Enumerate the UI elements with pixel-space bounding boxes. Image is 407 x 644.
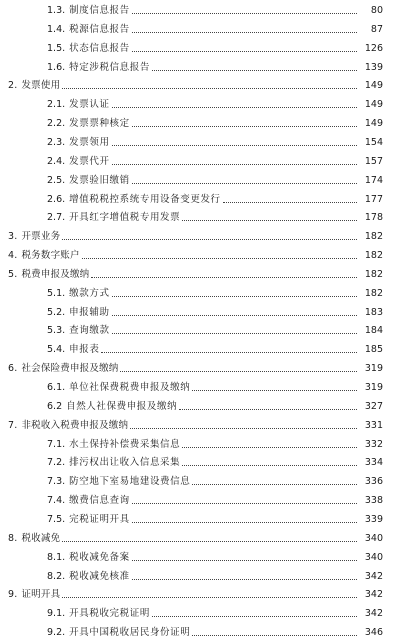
toc-entry-title: 申报表 [69,344,100,356]
toc-entry-page-number: 185 [364,344,383,356]
toc-entry-title: 税费申报及缴纳 [21,268,90,280]
toc-dot-leader [120,370,357,372]
toc-entry[interactable] [0,509,407,526]
toc-entry-title: 增值税税控系统专用设备变更发行 [69,193,221,205]
toc-entry[interactable] [0,434,407,451]
toc-entry-number: 2.1. [47,99,66,111]
toc-entry[interactable] [0,113,407,130]
toc-dot-leader [192,634,357,636]
toc-entry[interactable] [0,471,407,488]
toc-entry-title: 完税证明开具 [69,513,130,525]
toc-entry-title: 状态信息报告 [69,42,130,54]
toc-entry-page-number: 126 [364,42,383,54]
toc-dot-leader [132,578,357,580]
toc-entry-title: 税收减免 [21,532,61,544]
toc-entry[interactable] [0,547,407,564]
toc-entry-page-number: 183 [364,306,383,318]
toc-entry[interactable] [0,396,407,413]
toc-entry-title: 发票验旧缴销 [69,174,130,186]
toc-dot-leader [130,427,357,429]
toc-dot-leader [132,125,357,127]
toc-entry[interactable] [0,452,407,469]
toc-entry-number: 4. [8,250,18,262]
toc-entry[interactable] [0,57,407,74]
toc-entry[interactable] [0,490,407,507]
toc-dot-leader [112,295,357,297]
toc-entry-title: 单位社保费税费申报及缴纳 [69,382,191,393]
toc-dot-leader [62,238,357,240]
toc-entry-page-number: 338 [364,495,383,507]
toc-entry-number: 6. [8,363,18,375]
toc-entry-number: 3. [8,231,18,243]
toc-dot-leader [112,106,357,108]
toc-dot-leader [179,408,357,410]
toc-entry-page-number: 149 [364,118,383,130]
toc-entry-page-number: 319 [364,363,383,375]
toc-entry[interactable] [0,320,407,337]
toc-dot-leader [182,219,357,221]
toc-entry-page-number: 334 [364,457,383,469]
toc-dot-leader [182,464,357,466]
toc-entry-title: 缴费信息查询 [69,495,130,507]
toc-entry[interactable] [0,207,407,224]
toc-entry[interactable] [0,170,407,187]
toc-entry-page-number: 177 [364,193,383,205]
toc-dot-leader [152,615,357,617]
toc-entry-number: 7.5. [47,513,66,525]
toc-entry-title: 查询缴款 [69,325,110,337]
toc-entry-page-number: 336 [364,476,383,488]
toc-entry-page-number: 149 [364,80,383,92]
toc-dot-leader [91,276,357,278]
toc-dot-leader [62,87,357,89]
toc-entry-title: 防空地下室易地建设费信息 [69,476,191,488]
toc-entry-page-number: 178 [364,212,383,224]
toc-entry[interactable] [0,358,407,375]
toc-dot-leader [112,314,357,316]
toc-entry-number: 7.2. [47,457,66,469]
toc-entry-number: 8.1. [47,551,66,563]
toc-entry-number: 5.2. [47,306,66,318]
toc-entry-number: 8. [8,532,18,544]
toc-entry-page-number: 327 [364,400,383,412]
toc-entry-number: 7. [8,419,18,431]
toc-entry-number: 2.7. [47,212,66,224]
toc-dot-leader [132,50,357,52]
toc-entry-number: 6.2 [47,400,63,412]
toc-entry-title: 发票认证 [69,99,110,111]
toc-entry-number: 1.6. [47,61,66,73]
toc-entry-number: 2.2. [47,118,66,130]
toc-entry-title: 非税收入税费申报及缴纳 [21,419,129,431]
toc-entry-number: 5. [8,268,18,280]
toc-entry-number: 5.1. [47,287,66,299]
toc-entry-number: 2.5. [47,174,66,186]
toc-entry-number: 5.3. [47,325,66,337]
toc-dot-leader [82,257,357,259]
toc-entry-title: 排污权出让收入信息采集 [69,457,181,469]
toc-entry-page-number: 149 [364,99,383,111]
toc-entry-page-number: 182 [364,287,383,299]
toc-entry[interactable] [0,94,407,111]
toc-entry-number: 8.2. [47,570,66,582]
toc-entry-page-number: 346 [364,627,383,639]
toc-entry-number: 1.3. [47,5,66,16]
toc-dot-leader [112,332,357,334]
toc-entry[interactable] [0,189,407,206]
toc-entry[interactable] [0,245,407,262]
toc-entry-number: 7.1. [47,438,66,450]
toc-entry-page-number: 342 [364,589,383,601]
toc-entry-number: 2.6. [47,193,66,205]
toc-entry-title: 缴款方式 [69,287,110,299]
toc-entry-number: 6.1. [47,382,66,393]
toc-entry-number: 1.4. [47,23,66,35]
toc-entry-number: 9.2. [47,627,66,639]
toc-entry-number: 7.4. [47,495,66,507]
toc-entry-number: 2. [8,80,18,92]
toc-entry[interactable] [0,302,407,319]
toc-dot-leader [62,540,357,542]
toc-dot-leader [182,446,357,448]
toc-entry[interactable] [0,38,407,55]
toc-entry-title: 水土保持补偿费采集信息 [69,438,181,450]
toc-entry-page-number: 331 [364,419,383,431]
toc-entry-title: 发票领用 [69,136,110,148]
toc-entry-page-number: 332 [364,438,383,450]
toc-dot-leader [192,483,357,485]
toc-entry[interactable] [0,415,407,432]
toc-entry[interactable] [0,377,407,394]
toc-entry[interactable] [0,19,407,36]
toc-dot-leader [132,559,357,561]
toc-entry-title: 税收减免备案 [69,551,130,563]
toc-entry-page-number: 182 [364,231,383,243]
toc-entry-title: 开具中国税收居民身份证明 [69,627,191,639]
toc-dot-leader [132,12,357,14]
toc-entry-title: 发票代开 [69,155,110,167]
toc-entry[interactable] [0,264,407,281]
toc-entry[interactable] [0,132,407,149]
toc-entry-title: 税务数字账户 [21,250,80,262]
toc-entry-page-number: 182 [364,268,383,280]
toc-entry-page-number: 154 [364,136,383,148]
toc-entry-number: 7.3. [47,476,66,488]
toc-entry-number: 2.3. [47,136,66,148]
toc-entry-page-number: 139 [364,61,383,73]
toc-dot-leader [112,144,357,146]
toc-dot-leader [132,31,357,33]
toc-entry[interactable] [0,584,407,601]
toc-entry-page-number: 184 [364,325,383,337]
toc-dot-leader [192,389,357,391]
toc-entry-title: 开票业务 [21,231,61,243]
toc-entry[interactable] [0,75,407,92]
toc-dot-leader [152,69,357,71]
toc-entry[interactable] [0,566,407,583]
toc-dot-leader [112,163,357,165]
toc-entry-title: 税源信息报告 [69,23,130,35]
toc-entry-title: 社会保险费申报及缴纳 [21,363,119,375]
toc-entry[interactable] [0,339,407,356]
toc-entry-title: 申报辅助 [69,306,110,318]
toc-entry-title: 自然人社保费申报及缴纳 [66,400,178,412]
toc-entry-page-number: 340 [364,551,383,563]
toc-entry-page-number: 342 [364,608,383,620]
toc-entry[interactable] [0,283,407,300]
toc-dot-leader [132,502,357,504]
toc-dot-leader [132,521,357,523]
toc-entry-number: 1.5. [47,42,66,54]
toc-entry-title: 发票使用 [21,80,61,92]
toc-dot-leader [132,182,357,184]
toc-dot-leader [62,596,357,598]
toc-entry-number: 9. [8,589,18,601]
toc-entry[interactable] [0,151,407,168]
toc-entry-page-number: 80 [370,5,383,16]
toc-entry-page-number: 339 [364,513,383,525]
toc-entry-page-number: 157 [364,155,383,167]
toc-entry-number: 9.1. [47,608,66,620]
toc-entry-title: 发票票种核定 [69,118,130,130]
toc-entry[interactable] [0,528,407,545]
toc-entry-title: 开具红字增值税专用发票 [69,212,181,224]
toc-entry-title: 证明开具 [21,589,61,601]
toc-entry[interactable] [0,226,407,243]
toc-entry[interactable] [0,0,407,17]
toc-entry-page-number: 174 [364,174,383,186]
toc-entry-title: 税收减免核准 [69,570,130,582]
toc-dot-leader [101,351,357,353]
toc-entry[interactable] [0,603,407,620]
toc-entry-page-number: 87 [370,23,383,35]
toc-entry-page-number: 342 [364,570,383,582]
toc-entry-title: 开具税收完税证明 [69,608,150,620]
toc-entry-number: 5.4. [47,344,66,356]
toc-dot-leader [223,201,357,203]
toc-entry-page-number: 319 [364,382,383,393]
toc-entry-title: 制度信息报告 [69,5,130,16]
toc-entry-title: 特定涉税信息报告 [69,61,150,73]
toc-entry[interactable] [0,622,407,639]
toc-entry-page-number: 182 [364,250,383,262]
toc-entry-number: 2.4. [47,155,66,167]
toc-entry-page-number: 340 [364,532,383,544]
